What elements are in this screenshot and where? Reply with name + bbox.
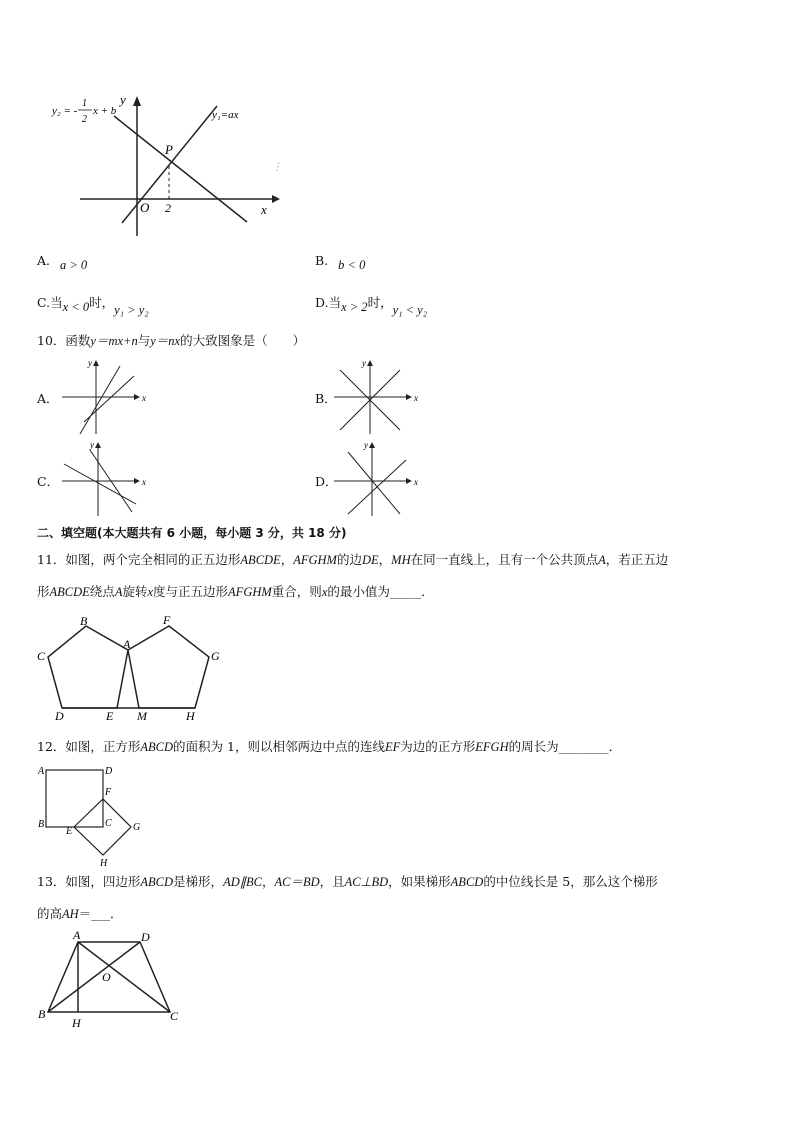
label-D: D <box>55 709 64 723</box>
label-C: C <box>37 649 46 663</box>
q9-graph <box>40 88 290 238</box>
y2-frac-num: 1 <box>82 98 87 109</box>
q10-graph-d[interactable] <box>334 440 424 518</box>
option-a-text: a > 0 <box>60 258 88 272</box>
q12-squares <box>36 762 156 868</box>
y2-rest: x + b <box>93 105 117 117</box>
label-C: C <box>105 818 112 829</box>
label-G: G <box>133 822 141 833</box>
q12-stem: 12．如图，正方形ABCD的面积为 1，则以相邻两边中点的连线EF为边的正方形EFGH的周长为________． <box>37 739 622 754</box>
q11-stem-line2: 形ABCDE绕点A旋转x度与正五边形AFGHM重合，则x的最小值为_____． <box>37 584 434 599</box>
q13-stem-line1: 13．如图，四边形ABCD是梯形，AD∥BC，AC＝BD，且AC⊥BD，如果梯形ABCD的中位线长是 5，那么这个梯形 <box>37 874 658 889</box>
q10-option-a-label[interactable]: A． <box>37 391 59 406</box>
y-axis-label: y <box>362 358 366 368</box>
y-axis-label: y <box>90 440 94 450</box>
y-axis-label: y <box>120 92 126 107</box>
label-F: F <box>105 787 112 798</box>
label-D: D <box>105 766 113 777</box>
label-E: E <box>66 826 73 837</box>
y-axis-label: y <box>364 440 368 450</box>
q13-trapezoid <box>34 926 184 1032</box>
y-axis-label: y <box>88 358 92 368</box>
label-H: H <box>186 709 195 723</box>
q10-option-b-label[interactable]: B． <box>315 391 337 406</box>
label-C: C <box>170 1009 179 1023</box>
label-E: E <box>106 709 114 723</box>
q10-option-d-label[interactable]: D． <box>315 474 338 489</box>
tick-2-label: 2 <box>165 201 171 215</box>
label-D: D <box>141 930 150 944</box>
y2-label: y₂ = - <box>52 105 78 117</box>
label-B: B <box>38 819 45 830</box>
label-O: O <box>102 970 111 984</box>
q10-stem: 10．函数y＝mx+n与y＝nx的大致图象是（ ） <box>37 333 306 348</box>
label-G: G <box>211 649 220 663</box>
q10-option-c-label[interactable]: C． <box>37 474 60 489</box>
label-H: H <box>100 858 108 869</box>
label-F: F <box>163 613 171 627</box>
q10-graph-b[interactable] <box>334 358 424 436</box>
origin-label: O <box>140 200 150 215</box>
x-axis-label: x <box>142 393 146 403</box>
q9-option-b[interactable]: B. b < 0 <box>315 253 366 272</box>
y1-label: y₁=ax <box>212 109 239 121</box>
q13-stem-line2: 的高AH＝___． <box>37 906 123 921</box>
label-H: H <box>72 1016 81 1030</box>
q11-stem-line1: 11．如图，两个完全相同的正五边形ABCDE，AFGHM的边DE，MH在同一直线上，且有一个公共顶点A，若正五边 <box>37 552 669 567</box>
x-axis-label: x <box>142 477 146 487</box>
q10-graph-a[interactable] <box>62 358 152 436</box>
label-A: A <box>38 766 45 777</box>
point-p-label: P <box>165 142 173 157</box>
x-axis-label: x <box>261 202 267 217</box>
option-b-text: b < 0 <box>338 258 366 272</box>
label-A: A <box>123 637 131 651</box>
section-2-title: 二、填空题(本大题共有 6 小题，每小题 3 分，共 18 分) <box>37 526 347 540</box>
label-M: M <box>137 709 147 723</box>
x-axis-label: x <box>414 477 418 487</box>
line-y2 <box>114 116 247 222</box>
y2-frac-den: 2 <box>82 114 87 125</box>
q9-option-a[interactable]: A. a > 0 <box>37 253 88 272</box>
label-B: B <box>38 1007 46 1021</box>
q9-option-d[interactable]: D.当x > 2时，y₁ < y₂ <box>315 295 428 317</box>
label-B: B <box>80 614 88 628</box>
q10-graph-c[interactable] <box>62 440 152 518</box>
svg-text:⋮: ⋮ <box>272 162 282 173</box>
q11-pentagons <box>34 612 234 724</box>
x-axis-label: x <box>414 393 418 403</box>
q9-option-c[interactable]: C.当x < 0时，y₁ > y₂ <box>37 295 149 317</box>
label-A: A <box>73 928 81 942</box>
